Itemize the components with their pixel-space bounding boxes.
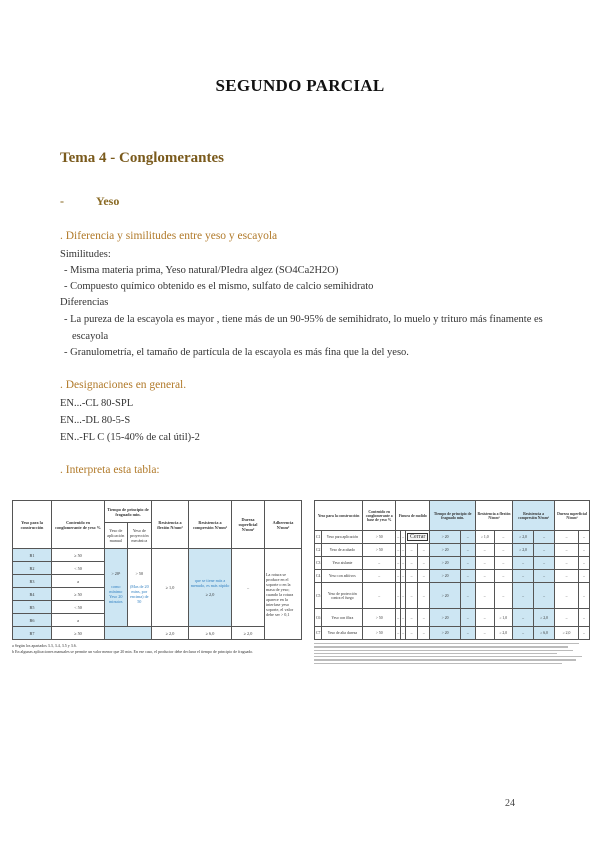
cell: – [475,544,494,557]
rrow-name: Yeso de protección contra el fuego [322,583,363,609]
cell: ≥ 6,0 [534,627,555,640]
section-heading: Yeso [96,194,120,208]
difference-item: - Granulometría, el tamaño de partícula de la escayola es más fina que la del yeso. [64,347,409,358]
cell: – [579,609,590,627]
flex-value-b7: ≥ 2,0 [152,627,189,640]
interpret-heading: . Interpreta esta tabla: [60,464,160,476]
cell: – [396,609,401,627]
cell: – [579,583,590,609]
left-table [12,500,302,640]
rrow-name: Yeso de alta dureza [322,627,363,640]
cell: ≥ 2,0 [555,627,579,640]
designations-heading: . Designaciones en general. [60,379,187,391]
similarity-item: - Compuesto químico obtenido es el mismo, sulfato de calcio semihidrato [64,281,374,292]
cell: – [418,627,430,640]
t1-value [105,549,128,627]
rrow-cont: – [363,557,396,570]
cell: – [460,583,475,609]
cell: – [406,627,418,640]
row-cont: ≥ 50 [52,588,105,601]
rth-dureza: Dureza superficial N/mm² [555,501,590,531]
cell: – [555,557,579,570]
note-line [314,646,568,647]
designation-item: EN..-FL C (15-40% de cal útil)-2 [60,432,200,443]
cell: – [401,531,406,544]
cell: – [406,609,418,627]
designation-item: EN...-CL 80-SPL [60,398,134,409]
rrow-code: C7 [315,627,322,640]
rrow-cont: – [363,583,396,609]
rth-compresion: Resistencia a compresión N/mm² [513,501,555,531]
rrow-cont: – [363,570,396,583]
th-flexion: Resistencia a flexión N/mm² [152,501,189,549]
cell: – [494,557,513,570]
adherencia-value: La rotura se produce en el soporte o en la masa de yeso; cuando la rotura aparece en la interfase yeso soporte, el valor debe ser > 0,1 [265,549,302,640]
cell: – [534,557,555,570]
cell: – [534,531,555,544]
cell: – [401,544,406,557]
note-line [314,663,562,664]
rrow-cont: > 50 [363,531,396,544]
cell: – [513,570,534,583]
rrow-name: Yeso de acabado [322,544,363,557]
page-number: 24 [505,798,515,809]
cell: – [401,557,406,570]
cell: – [460,570,475,583]
cell: ≥ 2,0 [513,531,534,544]
cell: – [460,544,475,557]
rrow-name: Yeso para aplicación [322,531,363,544]
cell: > 20 [430,531,460,544]
cell: – [494,570,513,583]
cell: – [401,583,406,609]
cell: > 20 [430,557,460,570]
rth-tiempo: Tiempo de principio de fraguado min. [430,501,476,531]
right-table-notes [314,643,590,664]
cell: – [406,583,418,609]
cell: – [494,544,513,557]
cell: – [513,557,534,570]
cell: – [475,609,494,627]
cell: – [475,627,494,640]
rth-finura: Finura de molido [396,501,430,531]
cell: – [513,627,534,640]
blue-note: como mínimo Yeso 20 minutos [109,584,123,604]
cell: – [475,557,494,570]
cell: – [555,583,579,609]
t-value-b7 [105,627,152,640]
rrow-code: C6 [315,609,322,627]
th-manual: Yeso de aplicación manual [105,523,128,549]
cell: – [475,583,494,609]
cell: – [579,531,590,544]
cell: – [579,557,590,570]
th-compresion: Resistencia a compresión N/mm² [189,501,232,549]
cell: – [418,609,430,627]
t2-value-text: > 50 [135,571,144,576]
rrow-code: C3 [315,557,322,570]
cell: – [406,570,418,583]
rrow-name: Yeso con aditivos [322,570,363,583]
rrow-name: Yeso con fibra [322,609,363,627]
cell: ≥ 1,0 [494,609,513,627]
th-tiempo: Tiempo de principio de fraguado min. [105,501,152,523]
th-dureza: Dureza superficial N/mm² [232,501,265,549]
topic-heading: Tema 4 - Conglomerantes [60,150,225,166]
cell: – [534,544,555,557]
cell: – [401,627,406,640]
cell: > 20 [430,583,460,609]
rrow-cont: > 50 [363,627,396,640]
rrow-code: C4 [315,570,322,583]
row-cont: a [52,575,105,588]
page-title: SEGUNDO PARCIAL [215,76,385,95]
row-code: B7 [13,627,52,640]
rrow-cont: > 50 [363,609,396,627]
th-mecanica: Yeso de proyección mecánica [127,523,151,549]
table-note: a Según los apartados 3.3, 3.4, 3.5 y 3.6. [12,643,77,648]
cell: – [396,531,401,544]
flex-value: ≥ 1,0 [152,549,189,627]
rrow-code: C1 [315,531,322,544]
cell: > 20 [430,570,460,583]
cell: > 20 [430,627,460,640]
cell: – [401,570,406,583]
cell: – [555,609,579,627]
diff-heading: . Diferencia y similitudes entre yeso y escayola [60,230,278,242]
cell: – [418,583,430,609]
cell: – [579,570,590,583]
dureza-value-b7: ≥ 2,0 [232,627,265,640]
right-table [314,500,590,640]
cell: – [401,609,406,627]
cell: – [513,583,534,609]
rth-yeso: Yeso para la construcción [315,501,363,531]
note-line [314,650,573,651]
similarity-item: - Misma materia prima, Yeso natural/PIedra algez (SO4Ca2H2O) [64,265,339,276]
note-line [314,653,557,654]
rrow-cont: > 50 [363,544,396,557]
difference-item: - La pureza de la escayola es mayor , tiene más de un 90-95% de semihidrato, lo muelo y trituro más finamente es [64,314,543,325]
cell: – [418,570,430,583]
row-code: B2 [13,562,52,575]
cell: > 20 [430,609,460,627]
t2-value [127,549,151,627]
section-dash: - [60,194,64,208]
cell: – [396,583,401,609]
dureza-value: – [232,549,265,627]
row-code: B1 [13,549,52,562]
comp-value-b7: ≥ 6,0 [189,627,232,640]
cell: – [555,531,579,544]
cell: – [460,557,475,570]
cell: – [494,583,513,609]
cell: – [555,570,579,583]
cell: ≥ 1,0 [475,531,494,544]
row-cont: ≥ 50 [52,627,105,640]
cell: – [406,544,418,557]
row-cont: < 50 [52,601,105,614]
row-cont: ≥ 50 [52,549,105,562]
right-table-block [314,500,590,666]
rrow-name: Yeso aislante [322,557,363,570]
cell: – [460,531,475,544]
row-code: B3 [13,575,52,588]
cell: ≥ 2,0 [534,609,555,627]
cell: – [494,531,513,544]
th-adherencia: Adherencia N/mm² [265,501,302,549]
cell: – [418,557,430,570]
t1-value-text: > 20ᵇ [111,571,121,576]
cell: – [460,627,475,640]
th-contenido: Contenido en conglomerante de yeso % [52,501,105,549]
rrow-code: C2 [315,544,322,557]
cell: > 20 [430,544,460,557]
cell: – [396,627,401,640]
difference-item-cont: escayola [72,331,109,342]
rth-flexion: Resistencia a flexión N/mm² [475,501,512,531]
cell: – [396,570,401,583]
cell: – [475,570,494,583]
cell: – [396,544,401,557]
cell: ≥ 2,0 [494,627,513,640]
cell: – [460,609,475,627]
tooltip-cell [406,531,430,544]
similarities-label: Similitudes: [60,249,111,260]
row-code: B5 [13,601,52,614]
comp-value-text: ≥ 2,0 [205,592,215,597]
designation-item: EN...-DL 80-5-S [60,415,131,426]
cell: – [396,557,401,570]
cell: – [534,570,555,583]
th-yeso: Yeso para la construcción [13,501,52,549]
cell: – [418,544,430,557]
rrow-code: C5 [315,583,322,609]
cell: – [534,583,555,609]
cell: – [555,544,579,557]
note-line [314,643,579,644]
note-line [314,659,576,660]
cell: – [406,557,418,570]
comp-value [189,549,232,627]
cell: – [579,544,590,557]
cell: – [579,627,590,640]
row-code: B6 [13,614,52,627]
row-code: B4 [13,588,52,601]
row-cont: a [52,614,105,627]
note-line [314,656,582,657]
left-table-block [12,500,302,655]
blue-note: que se tiene más a menudo, es más rápido [190,578,230,588]
row-cont: < 50 [52,562,105,575]
table-note: b En algunas aplicaciones manuales se permite un valor menor que 20 min. En ese caso, el productor debe declarar el tiempo de principio de fraguado. [12,649,254,654]
cell: – [513,609,534,627]
rth-contenido: Contenido en conglomerante a base de yeso % [363,501,396,531]
differences-label: Diferencias [60,297,109,308]
cell: ≥ 2,0 [513,544,534,557]
blue-note: (Mas de 20 mins, por encima) de 50 [129,584,149,604]
close-tooltip[interactable]: Cerrar [407,533,428,541]
